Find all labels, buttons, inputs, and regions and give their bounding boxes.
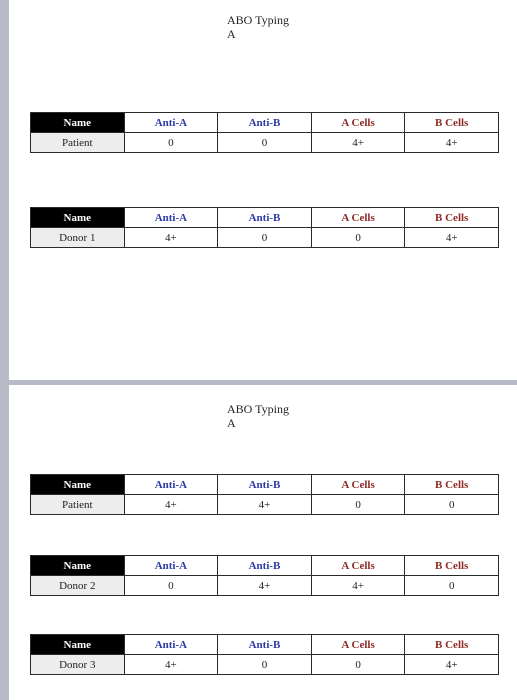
abo-table-patient: [30, 112, 499, 153]
header-anti-a: Anti-A: [124, 556, 218, 576]
cell-a-cells: 0: [311, 655, 405, 675]
cell-b-cells: 4+: [405, 228, 499, 248]
header-anti-b: Anti-B: [218, 208, 312, 228]
abo-table-donor-2: [30, 555, 499, 596]
header-a-cells: A Cells: [311, 556, 405, 576]
header-b-cells: B Cells: [405, 635, 499, 655]
table-header-row: [31, 208, 499, 228]
header-b-cells: B Cells: [405, 556, 499, 576]
header-name: Name: [31, 556, 125, 576]
cell-anti-b: 4+: [218, 576, 312, 596]
header-name: Name: [31, 113, 125, 133]
section-subtitle: A: [227, 27, 236, 41]
section-title: ABO Typing: [227, 13, 289, 27]
section-heading: [227, 13, 289, 41]
header-name: Name: [31, 208, 125, 228]
header-a-cells: A Cells: [311, 635, 405, 655]
table-row: [31, 133, 499, 153]
cell-name: Donor 2: [31, 576, 125, 596]
table-row: [31, 655, 499, 675]
cell-anti-b: 4+: [218, 495, 312, 515]
header-name: Name: [31, 635, 125, 655]
cell-a-cells: 4+: [311, 576, 405, 596]
left-sidebar-strip: [0, 0, 9, 700]
header-anti-a: Anti-A: [124, 208, 218, 228]
cell-b-cells: 0: [405, 495, 499, 515]
section-title: ABO Typing: [227, 402, 289, 416]
header-anti-b: Anti-B: [218, 556, 312, 576]
cell-anti-b: 0: [218, 655, 312, 675]
abo-section-2: [9, 385, 517, 700]
header-a-cells: A Cells: [311, 113, 405, 133]
cell-anti-a: 0: [124, 576, 218, 596]
table-header-row: [31, 556, 499, 576]
header-anti-a: Anti-A: [124, 475, 218, 495]
cell-name: Patient: [31, 495, 125, 515]
cell-name: Donor 3: [31, 655, 125, 675]
table-row: [31, 576, 499, 596]
header-anti-b: Anti-B: [218, 113, 312, 133]
cell-anti-a: 4+: [124, 228, 218, 248]
cell-name: Donor 1: [31, 228, 125, 248]
cell-a-cells: 0: [311, 495, 405, 515]
header-name: Name: [31, 475, 125, 495]
table-row: [31, 495, 499, 515]
table-row: [31, 228, 499, 248]
section-subtitle: A: [227, 416, 236, 430]
cell-b-cells: 4+: [405, 655, 499, 675]
table-header-row: [31, 113, 499, 133]
header-anti-a: Anti-A: [124, 635, 218, 655]
header-a-cells: A Cells: [311, 475, 405, 495]
cell-b-cells: 0: [405, 576, 499, 596]
section-heading: [227, 402, 289, 430]
header-b-cells: B Cells: [405, 113, 499, 133]
cell-a-cells: 4+: [311, 133, 405, 153]
cell-anti-a: 4+: [124, 495, 218, 515]
header-anti-b: Anti-B: [218, 635, 312, 655]
cell-anti-a: 4+: [124, 655, 218, 675]
cell-anti-a: 0: [124, 133, 218, 153]
table-header-row: [31, 635, 499, 655]
header-anti-a: Anti-A: [124, 113, 218, 133]
cell-name: Patient: [31, 133, 125, 153]
cell-anti-b: 0: [218, 228, 312, 248]
table-header-row: [31, 475, 499, 495]
header-b-cells: B Cells: [405, 475, 499, 495]
header-a-cells: A Cells: [311, 208, 405, 228]
abo-table-patient: [30, 474, 499, 515]
header-b-cells: B Cells: [405, 208, 499, 228]
cell-anti-b: 0: [218, 133, 312, 153]
abo-table-donor-3: [30, 634, 499, 675]
header-anti-b: Anti-B: [218, 475, 312, 495]
abo-section-1: [9, 0, 517, 380]
cell-b-cells: 4+: [405, 133, 499, 153]
cell-a-cells: 0: [311, 228, 405, 248]
abo-table-donor-1: [30, 207, 499, 248]
